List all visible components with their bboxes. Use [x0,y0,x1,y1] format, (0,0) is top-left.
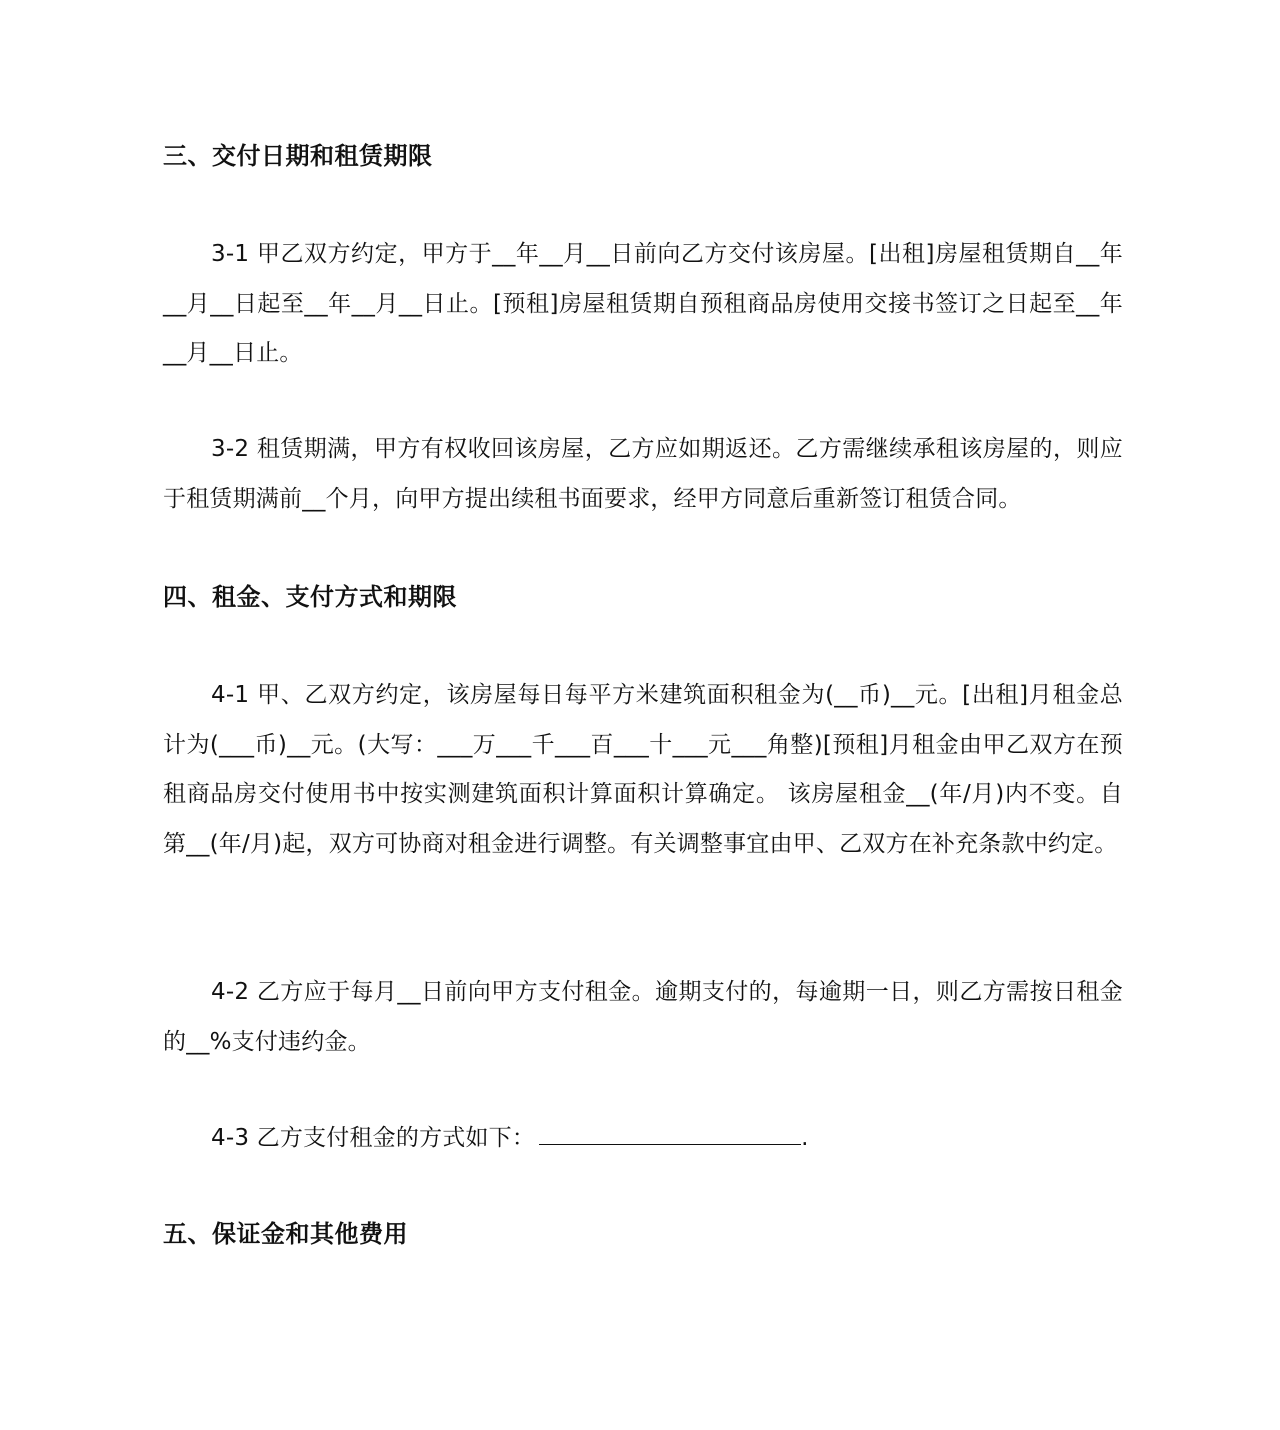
clause-4-1: 4-1 甲、乙双方约定，该房屋每日每平方米建筑面积租金为(__币)__元。[出租]月租金总计为(___币)__元。(大写：___万___千___百___十___元___角整)[预租]月租金由甲乙双方在预租商品房交付使用书中按实测建筑面积计算面积计算确定。 该房屋租金__(年/月)内不变。自第__(年/月)起，双方可协商对租金进行调整。有关调整事宜由甲、乙双方在补充条款中约定。 [163,682,1123,857]
section-4-heading: 四、租金、支付方式和期限 [163,583,457,611]
payment-method-blank [539,1120,801,1145]
clause-4-3-text: 4-3 乙方支付租金的方式如下： [211,1125,536,1151]
section-5-heading: 五、保证金和其他费用 [163,1220,408,1248]
clause-3-2: 3-2 租赁期满，甲方有权收回该房屋，乙方应如期返还。乙方需继续承租该房屋的，则应于租赁期满前__个月，向甲方提出续租书面要求，经甲方同意后重新签订租赁合同。 [163,436,1123,512]
clause-3-1: 3-1 甲乙双方约定，甲方于__年__月__日前向乙方交付该房屋。[出租]房屋租赁期自__年__月__日起至__年__月__日止。[预租]房屋租赁期自预租商品房使用交接书签订之日起至__年__月__日止。 [163,241,1123,366]
clause-4-2: 4-2 乙方应于每月__日前向甲方支付租金。逾期支付的，每逾期一日，则乙方需按日租金的__%支付违约金。 [163,979,1123,1055]
section-3-heading: 三、交付日期和租赁期限 [163,142,433,170]
clause-4-3 [163,1114,1123,1164]
clause-4-3-end: . [801,1125,809,1151]
